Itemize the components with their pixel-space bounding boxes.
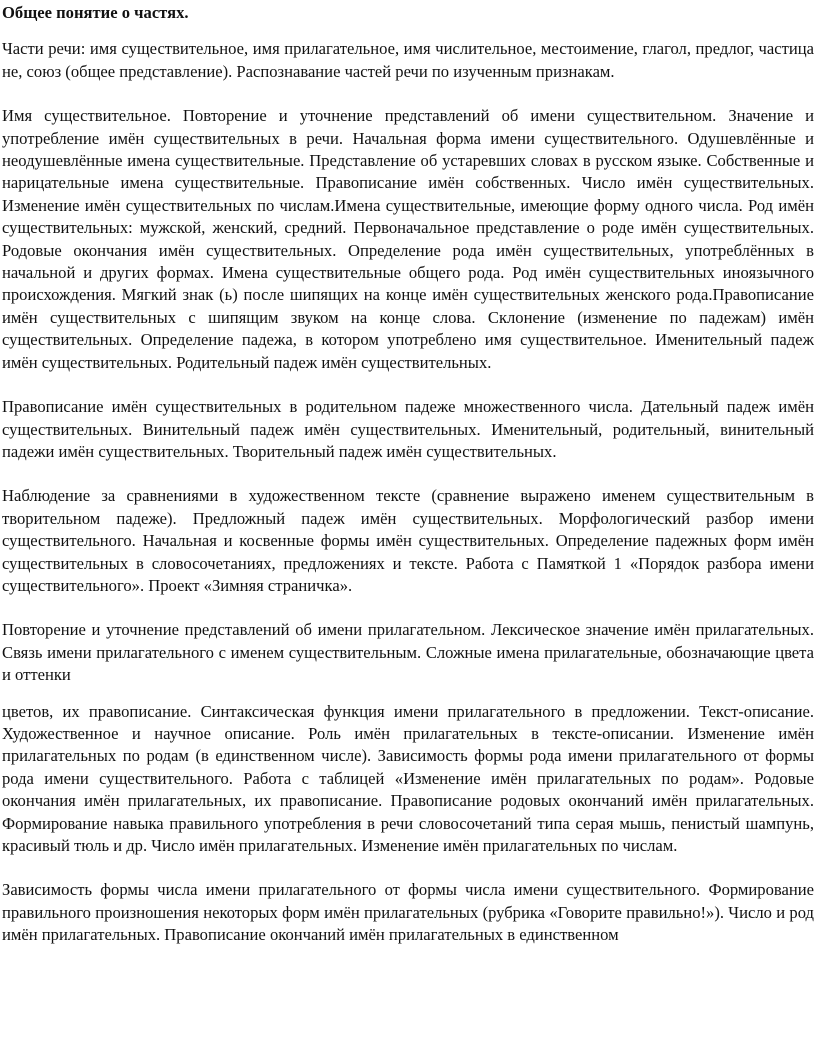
paragraph-noun-comparisons: Наблюдение за сравнениями в художественном тексте (сравнение выражено именем существительным в творительном падеже). Предложный падеж имён существительных. Морфологический разбор имени существительного. Начальная и косвенные формы имён существительных. Определение падежных форм имён существительных в словосочетаниях, предложениях и тексте. Работа с Памяткой 1 «Порядок разбора имени существительного». Проект «Зимняя страничка». [2, 486, 814, 595]
paragraph-adjective-number: Зависимость формы числа имени прилагательного от формы числа имени существительного. Формирование правильного произношения некоторых форм имён прилагательных (рубрика «Говорите правильно!»). Число и род имён прилагательных. Правописание окончаний имён прилагательных в единственном [2, 880, 814, 945]
paragraph-parts-of-speech: Части речи: имя существительное, имя прилагательное, имя числительное, местоимение, глагол, предлог, частица не, союз (общее представление). Распознавание частей речи по изученным признакам. [2, 39, 814, 81]
paragraph-adjective-gender: цветов, их правописание. Синтаксическая функция имени прилагательного в предложении. Текст-описание. Художественное и научное описание. Роль имён прилагательных в тексте-описании. Изменение имён прилагательных по родам (в единственном числе). Зависимость формы рода имени прилагательного от формы рода имени существительного. Работа с таблицей «Изменение имён прилагательных по родам». Родовые окончания имён прилагательных, их правописание. Правописание родовых окончаний имён прилагательных. Формирование навыка правильного употребления в речи словосочетаний типа серая мышь, пенистый шампунь, красивый тюль и др. Число имён прилагательных. Изменение имён прилагательных по числам. [2, 701, 814, 855]
paragraph-adjective-overview: Повторение и уточнение представлений об имени прилагательном. Лексическое значение имён прилагательных. Связь имени прилагательного с именем существительным. Сложные имена прилагательные, обозначающие цвета и оттенки [2, 620, 814, 685]
section-heading: Общее понятие о частях. [2, 3, 189, 22]
paragraph-noun-overview: Имя существительное. Повторение и уточнение представлений об имени существительном. Значение и употребление имён существительных в речи. Начальная форма имени существительного. Одушевлённые и неодушевлённые имена существительные. Представление об устаревших словах в русском языке. Собственные и нарицательные имена существительные. Правописание имён собственных. Число имён существительных. Изменение имён существительных по числам.Имена существительные, имеющие форму одного числа. Род имён существительных: мужской, женский, средний. Первоначальное представление о роде имён существительных. Родовые окончания имён существительных. Определение рода имён существительных, употреблённых в начальной и других формах. Имена существительные общего рода. Род имён существительных иноязычного происхождения. Мягкий знак (ь) после шипящих на конце имён существительных женского рода.Правописание имён существительных с шипящим звуком на конце слова. Склонение (изменение по падежам) имён существительных. Определение падежа, в котором употреблено имя существительное. Именительный падеж имён существительных. Родительный падеж имён существительных. [2, 106, 814, 372]
paragraph-noun-cases: Правописание имён существительных в родительном падеже множественного числа. Дательный падеж имён существительных. Винительный падеж имён существительных. Именительный, родительный, винительный падежи имён существительных. Творительный падеж имён существительных. [2, 397, 814, 461]
